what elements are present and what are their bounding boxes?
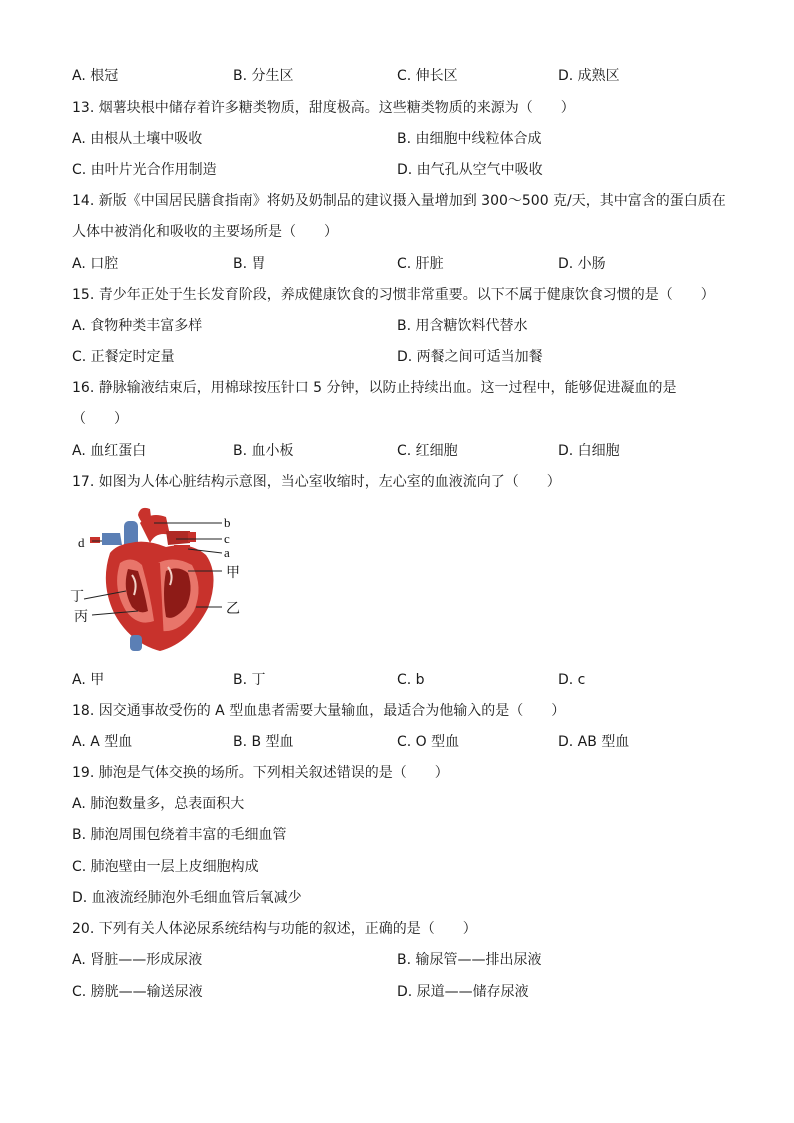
q20-option-c: C. 膀胱——输送尿液: [72, 984, 203, 1000]
q20-option-a: A. 肾脏——形成尿液: [72, 952, 203, 968]
q15-option-b: B. 用含糖饮料代替水: [397, 318, 528, 334]
q17-option-a: A. 甲: [72, 672, 105, 688]
heart-label-d: d: [78, 535, 85, 550]
q13-option-a: A. 由根从土壤中吸收: [72, 131, 203, 147]
q18-option-a: A. A 型血: [72, 734, 133, 750]
q13-option-b: B. 由细胞中线粒体合成: [397, 131, 542, 147]
q17-stem: 17. 如图为人体心脏结构示意图，当心室收缩时，左心室的血液流向了（ ）: [72, 474, 561, 490]
q14-stem-line1: 14. 新版《中国居民膳食指南》将奶及奶制品的建议摄入量增加到 300～500 克/天，其中富含的蛋白质在: [72, 193, 726, 209]
q19-option-d: D. 血液流经肺泡外毛细血管后氧减少: [72, 890, 302, 906]
q15-stem: 15. 青少年正处于生长发育阶段，养成健康饮食的习惯非常重要。以下不属于健康饮食习惯的是（ ）: [72, 287, 715, 303]
q13-stem: 13. 烟薯块根中储存着许多糖类物质，甜度极高。这些糖类物质的来源为（ ）: [72, 100, 575, 116]
q16-stem-line2: （ ）: [72, 411, 128, 427]
q19-stem: 19. 肺泡是气体交换的场所。下列相关叙述错误的是（ ）: [72, 765, 449, 781]
q15-option-a: A. 食物种类丰富多样: [72, 318, 203, 334]
q16-option-b: B. 血小板: [233, 443, 294, 459]
heart-diagram: [70, 503, 250, 653]
q18-option-d: D. AB 型血: [558, 734, 630, 750]
q18-option-c: C. O 型血: [397, 734, 460, 750]
q13-option-d: D. 由气孔从空气中吸收: [397, 162, 543, 178]
heart-label-a: a: [224, 545, 230, 560]
q17-option-d: D. c: [558, 672, 586, 688]
q14-option-d: D. 小肠: [558, 256, 606, 272]
q20-stem: 20. 下列有关人体泌尿系统结构与功能的叙述，正确的是（ ）: [72, 921, 477, 937]
q18-stem: 18. 因交通事故受伤的 A 型血患者需要大量输血，最适合为他输入的是（ ）: [72, 703, 566, 719]
q12-option-a: A. 根冠: [72, 68, 119, 84]
q14-option-b: B. 胃: [233, 256, 266, 272]
q19-option-c: C. 肺泡壁由一层上皮细胞构成: [72, 859, 259, 875]
q16-option-d: D. 白细胞: [558, 443, 620, 459]
q16-option-c: C. 红细胞: [397, 443, 458, 459]
q15-option-c: C. 正餐定时定量: [72, 349, 175, 365]
heart-label-c: c: [224, 531, 230, 546]
q13-option-c: C. 由叶片光合作用制造: [72, 162, 217, 178]
q19-option-a: A. 肺泡数量多，总表面积大: [72, 796, 245, 812]
heart-label-b: b: [224, 515, 231, 530]
q14-option-a: A. 口腔: [72, 256, 119, 272]
q12-option-d: D. 成熟区: [558, 68, 620, 84]
q18-option-b: B. B 型血: [233, 734, 294, 750]
q16-stem-line1: 16. 静脉输液结束后，用棉球按压针口 5 分钟，以防止持续出血。这一过程中，能够促进凝血的是: [72, 380, 677, 396]
q14-stem-line2: 人体中被消化和吸收的主要场所是（ ）: [72, 224, 338, 240]
q19-option-b: B. 肺泡周围包绕着丰富的毛细血管: [72, 827, 287, 843]
heart-label-bing: 丙: [74, 609, 88, 625]
q12-option-c: C. 伸长区: [397, 68, 458, 84]
heart-label-ding: 丁: [70, 589, 84, 605]
q20-option-d: D. 尿道——储存尿液: [397, 984, 529, 1000]
q12-option-b: B. 分生区: [233, 68, 294, 84]
q14-option-c: C. 肝脏: [397, 256, 444, 272]
heart-label-jia: 甲: [226, 565, 240, 581]
q20-option-b: B. 输尿管——排出尿液: [397, 952, 542, 968]
q15-option-d: D. 两餐之间可适当加餐: [397, 349, 543, 365]
q17-option-b: B. 丁: [233, 672, 266, 688]
q16-option-a: A. 血红蛋白: [72, 443, 147, 459]
q17-option-c: C. b: [397, 672, 425, 688]
heart-label-yi: 乙: [226, 601, 240, 617]
